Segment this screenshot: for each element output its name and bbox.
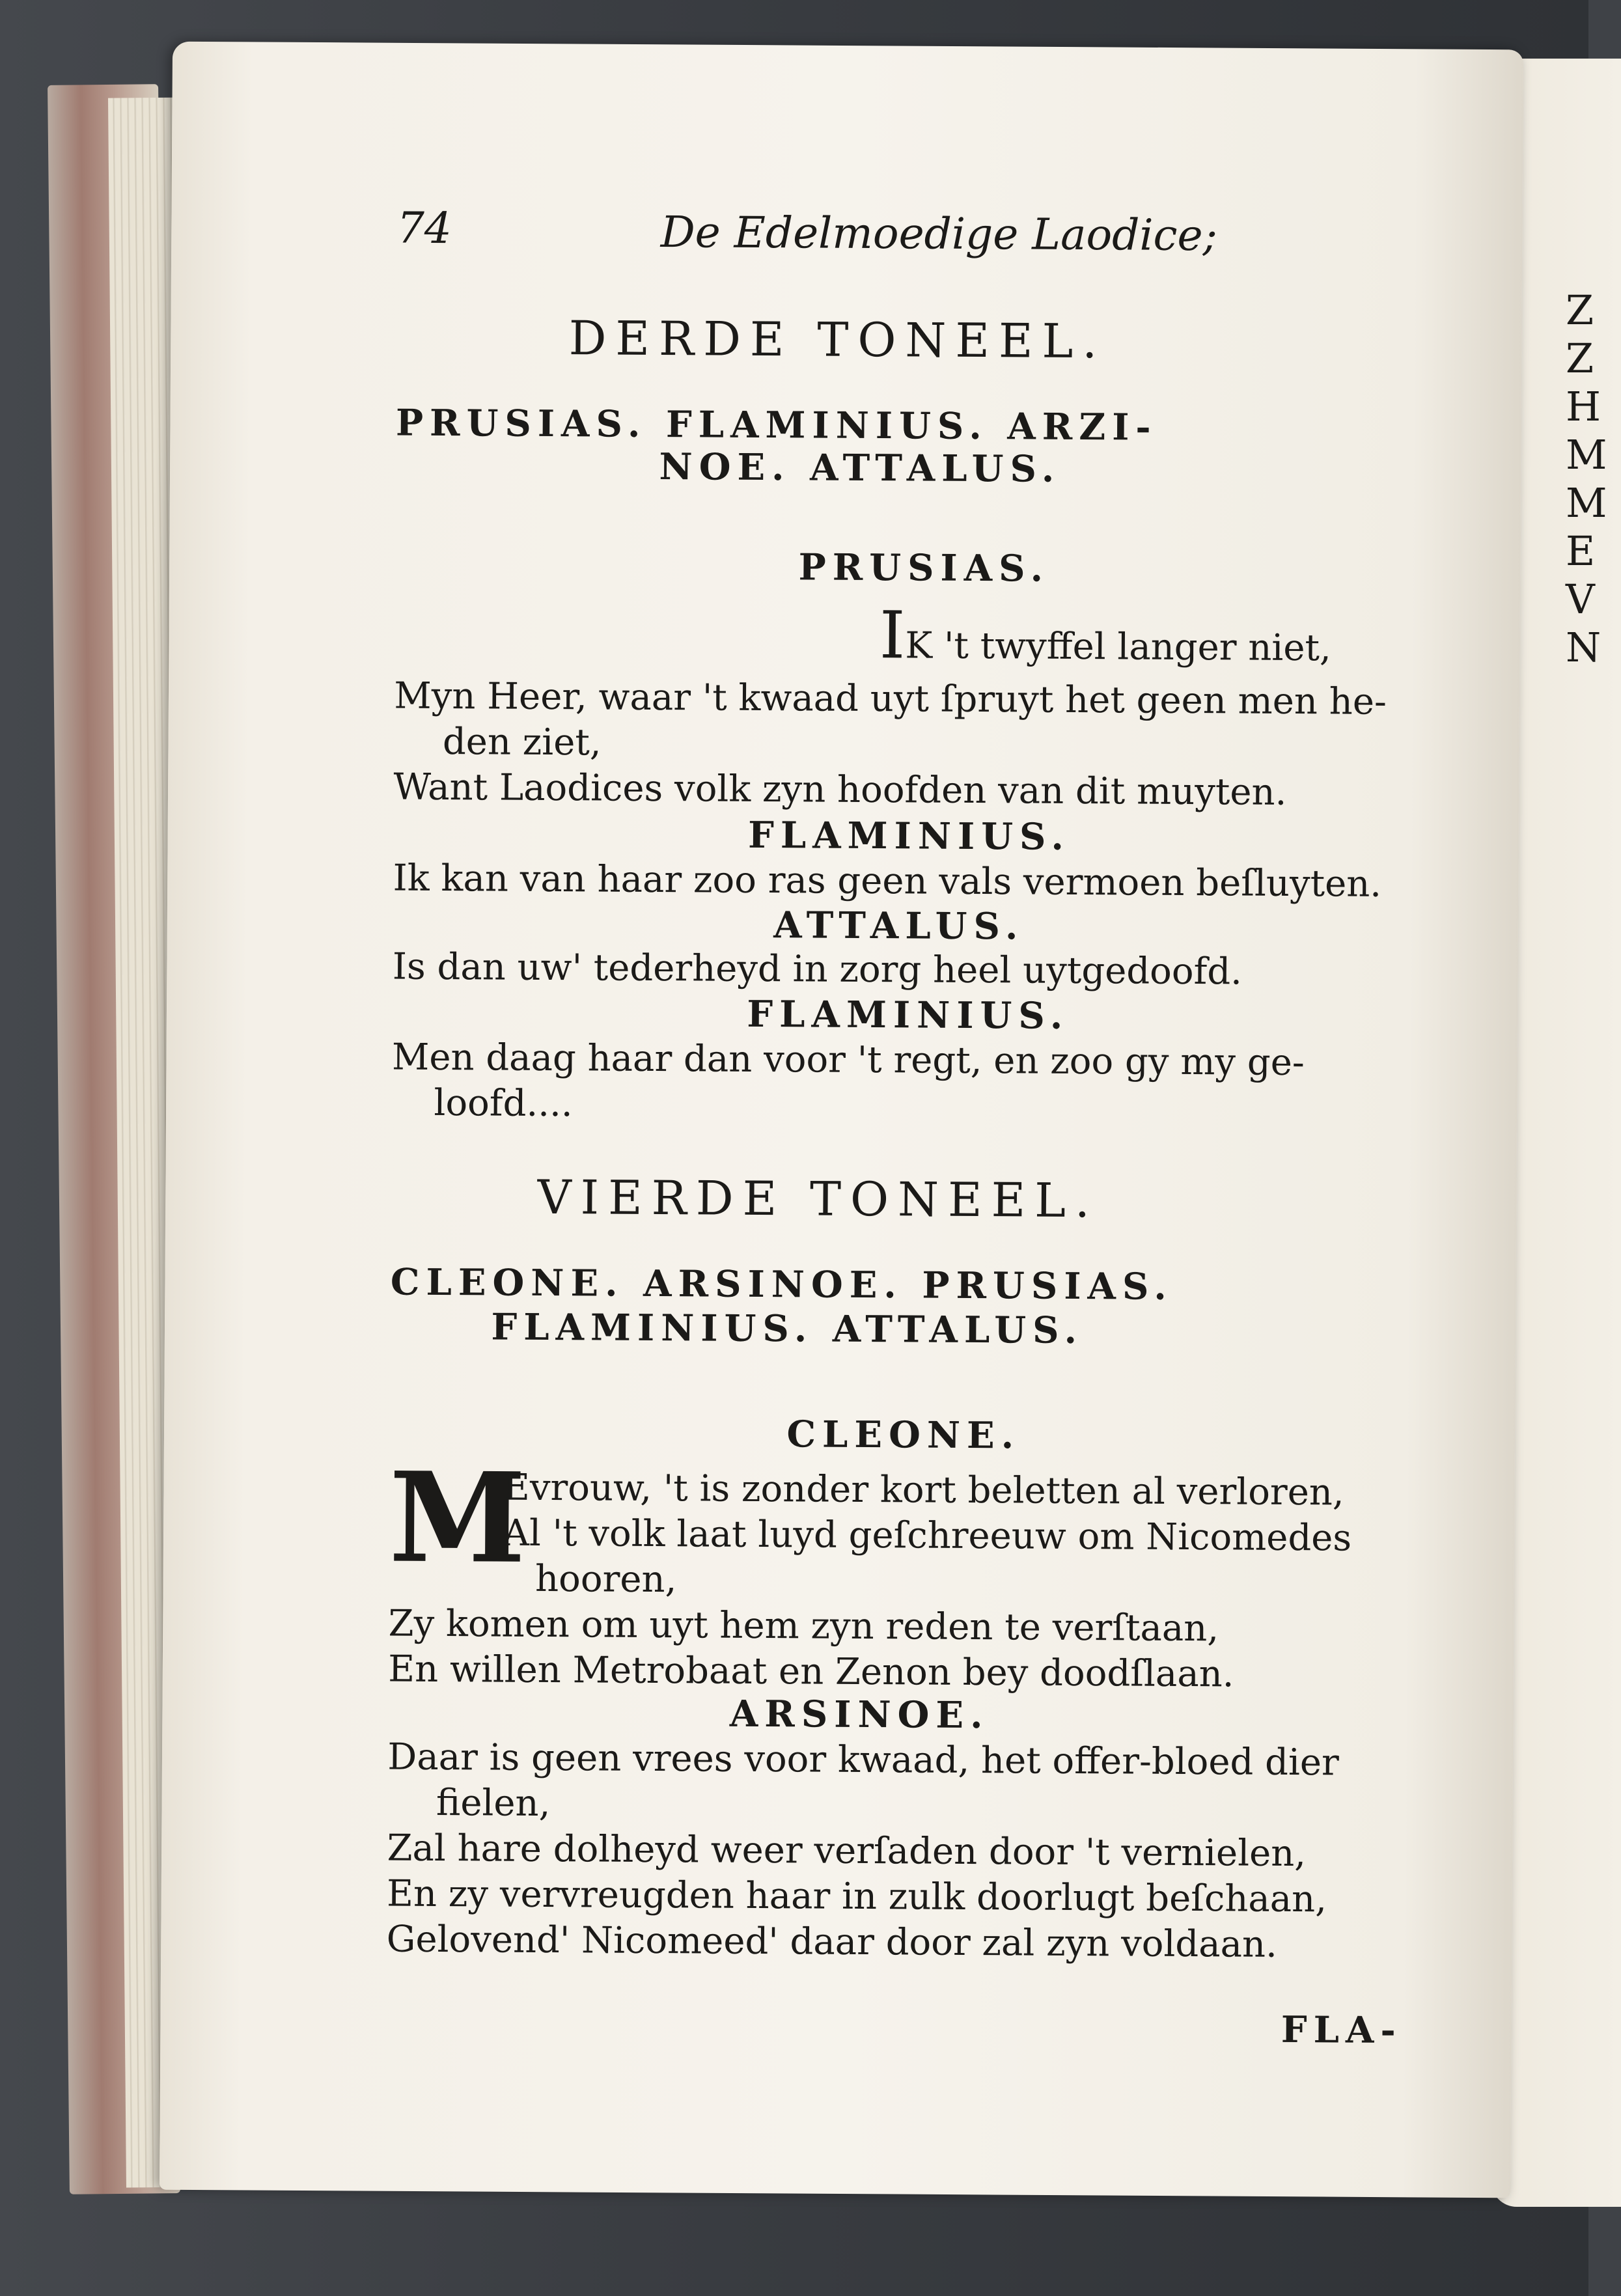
page-number: 74 xyxy=(396,202,452,254)
facing-letter: Z xyxy=(1566,286,1594,334)
cast-list: FLAMINIUS. ATTALUS. xyxy=(491,1305,1084,1353)
verse-line: Gelovend' Nicomeed' daar door zal zyn voldaan. xyxy=(386,1918,1278,1966)
facing-letter: N xyxy=(1566,624,1601,671)
verse-line: loofd.... xyxy=(434,1081,573,1126)
verse-line: Ik kan van haar zoo ras geen vals vermoen beſluyten. xyxy=(393,857,1382,906)
verse-line: fielen, xyxy=(436,1781,551,1825)
scene-title: DERDE TONEEL. xyxy=(568,311,1107,369)
page-header xyxy=(230,202,1390,281)
verse-line: hooren, xyxy=(534,1557,677,1601)
verse-line: Zy komen om uyt hem zyn reden te verſtaan, xyxy=(388,1602,1219,1650)
speaker-name: ARSINOE. xyxy=(729,1692,990,1737)
verse-line: den ziet, xyxy=(442,721,602,764)
verse-line: Daar is geen vrees voor kwaad, het offer-bloed dier xyxy=(387,1736,1340,1784)
facing-page-letters xyxy=(1566,286,1607,672)
speaker-name: FLAMINIUS. xyxy=(747,992,1070,1038)
verse-line: Want Laodices volk zyn hoofden van dit muyten. xyxy=(393,766,1287,814)
facing-letter: M xyxy=(1566,431,1607,478)
facing-letter: M xyxy=(1566,479,1607,527)
verse-line: Men daag haar dan voor 't regt, en zoo gy my ge- xyxy=(391,1036,1305,1085)
verse-line: Zal hare dolheyd weer verſaden door 't vernielen, xyxy=(387,1827,1307,1875)
drop-cap: I xyxy=(879,597,906,674)
page-text xyxy=(230,202,1402,2053)
speaker-name: PRUSIAS. xyxy=(798,546,1050,590)
verse-line: En willen Metrobaat en Zenon bey doodſlaan. xyxy=(388,1648,1234,1696)
facing-letter: V xyxy=(1566,575,1595,623)
cast-list: PRUSIAS. FLAMINIUS. ARZI- xyxy=(395,401,1157,449)
verse-line: Al 't volk laat luyd geſchreeuw om Nicomedes xyxy=(503,1512,1352,1560)
cast-list: NOE. ATTALUS. xyxy=(659,445,1061,491)
verse-line: Is dan uw' tederheyd in zorg heel uytgedoofd. xyxy=(392,945,1243,993)
speaker-name: CLEONE. xyxy=(786,1413,1021,1458)
drop-cap: M xyxy=(388,1445,527,1591)
verse-line: Evrouw, 't is zonder kort beletten al verloren, xyxy=(503,1466,1344,1514)
speaker-name: FLAMINIUS. xyxy=(747,813,1071,859)
verse-text: K 't twyffel langer niet, xyxy=(905,624,1331,670)
facing-letter: E xyxy=(1566,527,1596,575)
facing-letter: Z xyxy=(1566,335,1594,382)
speaker-name: ATTALUS. xyxy=(773,904,1025,948)
verse-line: En zy vervreugden haar in zulk doorlugt beſchaan, xyxy=(386,1872,1327,1921)
verse-line xyxy=(879,597,1332,674)
facing-letter: H xyxy=(1566,383,1601,430)
running-title: De Edelmoedige Laodice; xyxy=(660,207,1218,261)
verse-line: Myn Heer, waar 't kwaad uyt ſpruyt het geen men he- xyxy=(394,674,1387,723)
catchword: FLA- xyxy=(1281,2008,1402,2053)
cast-list: CLEONE. ARSINOE. PRUSIAS. xyxy=(390,1260,1174,1308)
scene-title: VIERDE TONEEL. xyxy=(537,1169,1100,1228)
